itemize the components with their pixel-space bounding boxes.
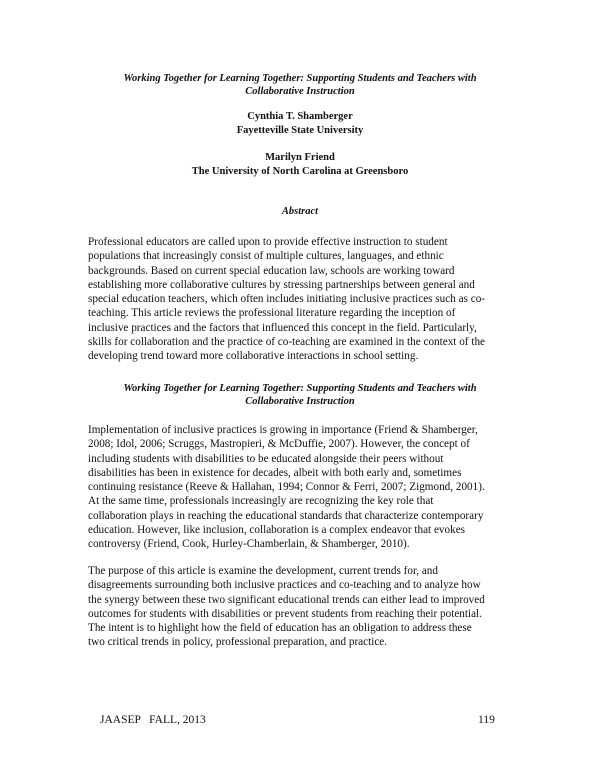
body-line: The purpose of this article is examine the development, current trends for, and	[88, 565, 438, 577]
abstract-line: populations that increasingly consist of multiple cultures, languages, and ethnic	[88, 250, 444, 263]
abstract-line: backgrounds. Based on current special education law, schools are working toward	[88, 264, 455, 277]
paper-title-line-2: Collaborative Instruction	[245, 86, 355, 97]
section-heading-line-1: Working Together for Learning Together: Supporting Students and Teachers with	[123, 383, 477, 394]
abstract-line: developing trend toward more collaborative interactions in school setting.	[88, 350, 419, 363]
body-line: including students with disabilities to be educated alongside their peers without	[88, 452, 444, 465]
abstract-line: establishing more collaborative cultures by stressing partnerships between general and	[88, 278, 475, 291]
paper-title-line-1: Working Together for Learning Together: Supporting Students and Teachers with	[123, 73, 477, 84]
abstract-line: teaching. This article reviews the professional literature regarding the inception of	[88, 307, 456, 320]
author-name: Cynthia T. Shamberger	[247, 111, 353, 122]
author-affiliation: Fayetteville State University	[236, 125, 364, 136]
body-line: disagreements surrounding both inclusive practices and co-teaching and to analyze how	[88, 579, 481, 592]
body-line: disabilities has been in existence for decades, albeit with both early and, sometimes	[88, 466, 462, 479]
body-line: At the same time, professionals increasingly are recognizing the key role that	[88, 495, 434, 508]
section-heading-line-2: Collaborative Instruction	[245, 396, 355, 407]
footer-page-number: 119	[478, 714, 495, 726]
body-paragraph-2	[88, 564, 516, 650]
body-line: The intent is to highlight how the field of education has an obligation to address these	[88, 622, 472, 635]
author-affiliation: The University of North Carolina at Greensboro	[191, 166, 409, 177]
body-line: controversy (Friend, Cook, Hurley-Chamberlain, & Shamberger, 2010).	[88, 538, 410, 551]
abstract-paragraph	[88, 235, 516, 364]
paper-title	[80, 72, 520, 98]
body-line: the synergy between these two significant educational trends can either lead to improved	[88, 593, 485, 606]
abstract-line: special education teachers, which often includes initiating inclusive practices such as co-	[88, 293, 486, 306]
body-line: 2008; Idol, 2006; Scruggs, Mastropieri, & McDuffie, 2007). However, the concept of	[88, 438, 470, 451]
footer-journal: JAASEP FALL, 2013	[100, 714, 206, 726]
author-name: Marilyn Friend	[265, 152, 335, 163]
body-line: two critical trends in policy, professional preparation, and practice.	[88, 636, 388, 649]
abstract-line: skills for collaboration and the practice of co-teaching are examined in the context of the	[88, 336, 485, 349]
abstract-line: Professional educators are called upon to provide effective instruction to student	[88, 236, 448, 248]
abstract-heading: Abstract	[281, 206, 319, 217]
author-block-2	[80, 151, 520, 179]
body-line: Implementation of inclusive practices is growing in importance (Friend & Shamberger,	[88, 424, 478, 436]
abstract-line: inclusive practices and the factors that influenced this concept in the field. Particularly,	[88, 321, 477, 334]
body-line: outcomes for students with disabilities or prevent students from reaching their potential.	[88, 607, 482, 620]
body-line: education. However, like inclusion, collaboration is a complex endeavor that evokes	[88, 524, 466, 537]
body-line: collaboration plays in reaching the educational standards that characterize contemporary	[88, 509, 484, 522]
author-block-1	[80, 110, 520, 138]
body-paragraph-1	[88, 423, 516, 552]
body-line: continuing resistance (Reeve & Hallahan, 1994; Connor & Ferri, 2007; Zigmond, 2001).	[88, 481, 485, 494]
section-heading	[80, 382, 520, 408]
